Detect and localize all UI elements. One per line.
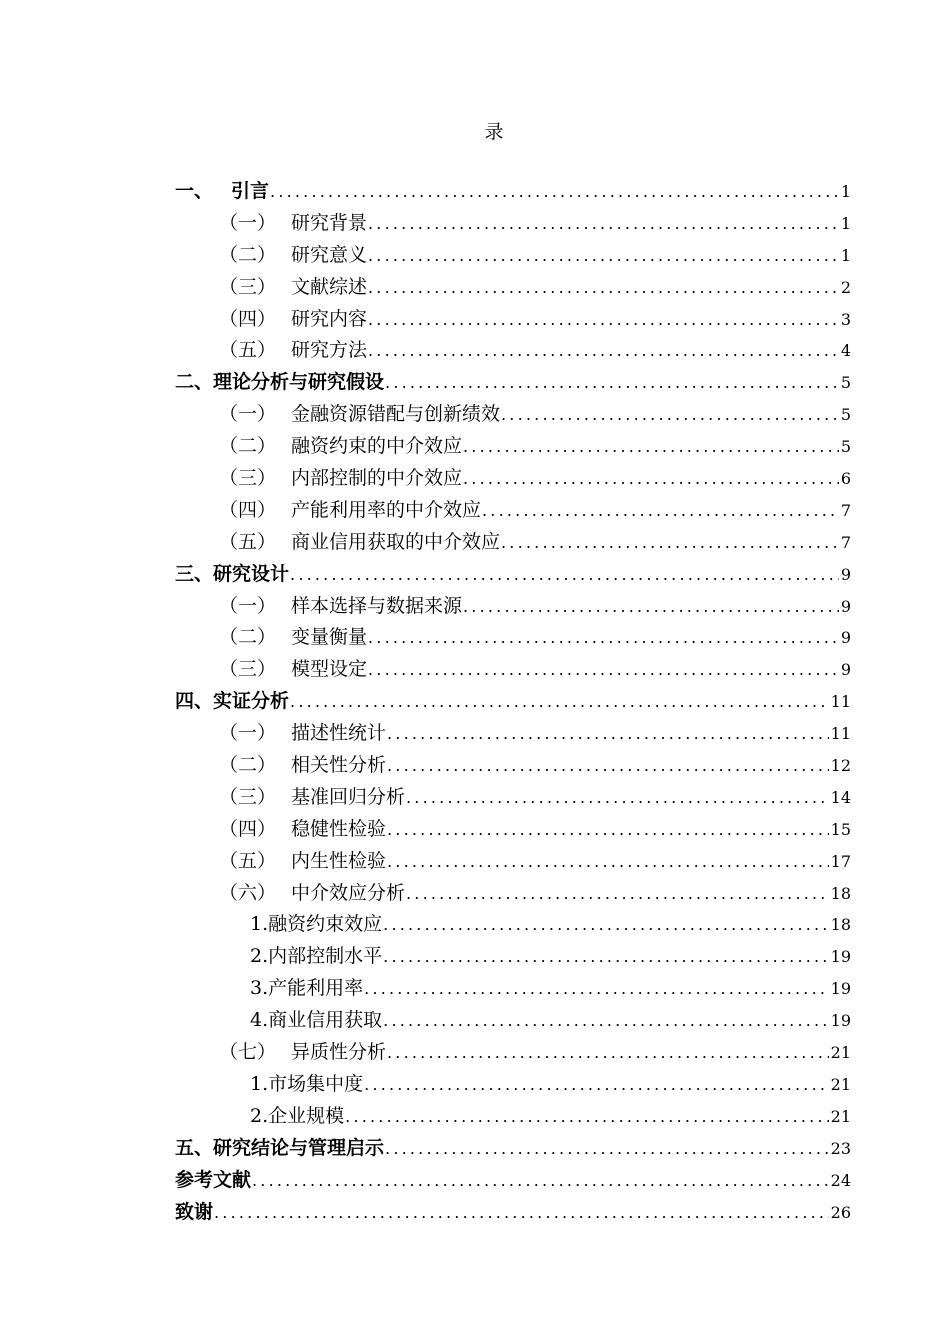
dot-leader	[501, 527, 839, 559]
toc-entry-page-number: 11	[830, 724, 851, 744]
toc-entry-heading	[219, 750, 386, 782]
toc-entry-page-number: 18	[830, 883, 851, 903]
toc-entry-page-number: 11	[830, 692, 851, 712]
dot-leader	[406, 878, 829, 910]
toc-entry-page-number: 19	[830, 947, 851, 967]
toc-entry-number: （二）	[219, 435, 277, 458]
toc-entry-label: 内生性检验	[291, 849, 387, 872]
toc-entry-page-number: 9	[840, 564, 851, 584]
toc-entry-number: 1.	[250, 913, 269, 936]
toc-entry-page-number: 24	[830, 1170, 851, 1190]
toc-entry-page-number: 7	[840, 500, 851, 520]
dot-leader	[252, 1165, 829, 1197]
toc-entry-number: 三、	[175, 562, 214, 585]
dot-leader	[383, 909, 828, 941]
toc-entry-label: 相关性分析	[291, 754, 387, 777]
toc-entry-label: 样本选择与数据来源	[291, 594, 463, 617]
toc-entry-heading	[219, 208, 367, 240]
toc-entry-heading	[219, 463, 462, 495]
toc-entry-number: （三）	[219, 467, 277, 490]
toc-entry-heading	[175, 686, 289, 718]
toc-entry-label: 融资约束的中介效应	[291, 435, 463, 458]
toc-entry-label: 产能利用率的中介效应	[291, 498, 482, 521]
toc-entry-page-number: 9	[840, 628, 851, 648]
toc-entry-label: 中介效应分析	[291, 881, 406, 904]
dot-leader	[368, 622, 839, 654]
toc-entry-heading	[219, 272, 367, 304]
dot-leader	[387, 846, 829, 878]
dot-leader	[383, 941, 828, 973]
toc-entry-number: （三）	[219, 275, 277, 298]
toc-entry-page-number: 19	[830, 979, 851, 999]
toc-entry-page-number: 1	[840, 182, 851, 201]
toc-entry[interactable]	[175, 718, 851, 750]
toc-entry-number: （四）	[219, 498, 277, 521]
toc-entry-label: 研究背景	[291, 211, 368, 234]
dot-leader	[345, 1101, 828, 1133]
toc-entry-label: 稳健性检验	[291, 817, 387, 840]
dot-leader	[385, 367, 839, 399]
toc-entry-number: 1.	[250, 1072, 269, 1095]
toc-entry-heading	[250, 941, 382, 973]
toc-entry[interactable]	[175, 1005, 851, 1037]
toc-entry[interactable]	[175, 1197, 851, 1229]
toc-entry-label: 基准回归分析	[291, 785, 406, 808]
toc-entry-number: 2.	[250, 1104, 269, 1127]
toc-entry-label: 商业信用获取	[268, 1009, 383, 1032]
toc-entry-number: 一、	[175, 180, 214, 202]
toc-entry-page-number: 2	[840, 277, 851, 297]
dot-leader	[463, 431, 839, 463]
toc-entry-page-number: 4	[840, 341, 851, 361]
toc-entry-heading	[219, 527, 500, 559]
toc-entry-heading	[219, 495, 481, 527]
dot-leader	[368, 335, 839, 367]
toc-entry-heading	[219, 240, 367, 272]
toc-entry-page-number: 1	[840, 213, 851, 233]
toc-entry-heading	[219, 622, 367, 654]
toc-entry-heading	[250, 1069, 363, 1101]
toc-entry-heading	[175, 559, 289, 591]
toc-entry-heading	[219, 814, 386, 846]
toc-entry-number: 二、	[175, 371, 214, 394]
toc-entry[interactable]	[175, 176, 851, 208]
page-title: 录	[484, 121, 504, 143]
toc-entry[interactable]	[175, 654, 851, 686]
toc-entry-number: 五、	[175, 1136, 214, 1159]
dot-leader	[501, 399, 839, 431]
toc-entry[interactable]	[175, 1101, 851, 1133]
toc-entry-label: 实证分析	[213, 690, 290, 713]
toc-entry-page-number: 19	[830, 1011, 851, 1031]
toc-entry-heading	[219, 591, 462, 623]
toc-entry[interactable]	[175, 909, 851, 941]
toc-entry[interactable]	[175, 367, 851, 399]
toc-entry[interactable]	[175, 1069, 851, 1101]
toc-entry-label: 内部控制水平	[268, 945, 383, 968]
toc-entry[interactable]	[175, 1133, 851, 1165]
toc-entry[interactable]	[175, 973, 851, 1005]
toc-entry[interactable]	[175, 272, 851, 304]
dot-leader	[290, 686, 829, 718]
toc-entry-label: 产能利用率	[268, 977, 364, 1000]
toc-entry[interactable]	[175, 622, 851, 654]
toc-entry[interactable]	[175, 495, 851, 527]
toc-entry-number: （二）	[219, 626, 277, 649]
toc-entry-page-number: 7	[840, 532, 851, 552]
toc-entry-heading	[175, 1165, 251, 1197]
toc-entry-heading	[219, 878, 405, 910]
toc-entry-label: 研究内容	[291, 307, 368, 330]
dot-leader	[364, 973, 828, 1005]
toc-entry-heading	[219, 304, 367, 336]
toc-entry-page-number: 9	[840, 660, 851, 680]
toc-entry-heading	[175, 176, 269, 208]
toc-entry-page-number: 12	[830, 756, 851, 776]
toc-entry-page-number: 18	[830, 915, 851, 935]
toc-entry-page-number: 17	[830, 851, 851, 871]
toc-entry-label: 文献综述	[291, 275, 368, 298]
toc-entry-label: 理论分析与研究假设	[213, 371, 385, 394]
toc-entry-page-number: 23	[830, 1138, 851, 1158]
toc-entry-heading	[219, 431, 462, 463]
dot-leader	[368, 654, 839, 686]
toc-entry[interactable]	[175, 559, 851, 591]
toc-entry[interactable]	[175, 431, 851, 463]
toc-entry[interactable]	[175, 814, 851, 846]
table-of-contents	[175, 176, 851, 1228]
toc-entry-label: 融资约束效应	[268, 913, 383, 936]
toc-entry-page-number: 14	[830, 787, 851, 807]
dot-leader	[463, 591, 839, 623]
toc-entry-number: （四）	[219, 307, 277, 330]
toc-entry-number: （一）	[219, 722, 277, 745]
toc-entry-number: （四）	[219, 817, 277, 840]
dot-leader	[214, 1197, 829, 1229]
dot-leader	[383, 1005, 828, 1037]
toc-entry[interactable]	[175, 750, 851, 782]
toc-entry-heading	[219, 846, 386, 878]
toc-entry-number: （七）	[219, 1041, 277, 1064]
toc-entry-heading	[219, 782, 405, 814]
dot-leader	[368, 304, 839, 336]
toc-entry[interactable]	[175, 591, 851, 623]
toc-entry-label: 市场集中度	[268, 1072, 364, 1095]
toc-entry-page-number: 5	[840, 437, 851, 457]
toc-entry-label: 参考文献	[175, 1168, 252, 1191]
toc-entry-heading	[250, 1005, 382, 1037]
toc-entry-number: 2.	[250, 945, 269, 968]
toc-entry[interactable]	[175, 878, 851, 910]
toc-entry-number: （三）	[219, 658, 277, 681]
toc-entry-number: （五）	[219, 339, 277, 362]
toc-entry[interactable]	[175, 941, 851, 973]
toc-entry-label: 变量衡量	[291, 626, 368, 649]
toc-entry-number: （五）	[219, 530, 277, 553]
dot-leader	[387, 750, 829, 782]
dot-leader	[463, 463, 839, 495]
toc-entry-label: 研究结论与管理启示	[213, 1136, 385, 1159]
toc-entry[interactable]	[175, 399, 851, 431]
toc-entry-page-number: 21	[830, 1043, 851, 1063]
toc-entry-label: 描述性统计	[291, 722, 387, 745]
toc-entry-page-number: 15	[830, 819, 851, 839]
toc-entry-page-number: 6	[840, 469, 851, 489]
toc-entry-heading	[175, 367, 384, 399]
toc-entry-heading	[175, 1197, 213, 1229]
toc-entry-heading	[250, 973, 363, 1005]
dot-leader	[368, 208, 839, 240]
dot-leader	[364, 1069, 828, 1101]
toc-entry-label: 研究方法	[291, 339, 368, 362]
dot-leader	[482, 495, 839, 527]
toc-entry-page-number: 21	[830, 1106, 851, 1126]
toc-entry-label: 模型设定	[291, 658, 368, 681]
toc-entry-heading	[219, 1037, 386, 1069]
toc-entry-page-number: 9	[840, 596, 851, 616]
toc-entry-number: （一）	[219, 403, 277, 426]
toc-entry-label: 企业规模	[268, 1104, 345, 1127]
toc-entry-label: 金融资源错配与创新绩效	[291, 403, 501, 426]
toc-entry-page-number: 3	[840, 309, 851, 329]
toc-entry-number: （六）	[219, 881, 277, 904]
dot-leader	[387, 814, 829, 846]
toc-entry-number: 4.	[250, 1009, 269, 1032]
toc-entry-number: （五）	[219, 849, 277, 872]
toc-entry[interactable]	[175, 1165, 851, 1197]
toc-entry-number: （二）	[219, 754, 277, 777]
toc-entry-heading	[250, 1101, 344, 1133]
toc-entry-label: 致谢	[175, 1200, 214, 1223]
dot-leader	[387, 718, 829, 750]
dot-leader	[368, 240, 839, 272]
toc-entry-page-number: 21	[830, 1074, 851, 1094]
toc-entry-page-number: 5	[840, 405, 851, 425]
toc-entry-number: （三）	[219, 785, 277, 808]
toc-entry[interactable]	[175, 304, 851, 336]
toc-entry-heading	[219, 399, 500, 431]
dot-leader	[270, 176, 839, 208]
toc-entry-heading	[175, 1133, 384, 1165]
toc-entry-number: 四、	[175, 690, 214, 713]
toc-entry-heading	[250, 909, 382, 941]
toc-entry-label: 内部控制的中介效应	[291, 467, 463, 490]
dot-leader	[385, 1133, 829, 1165]
toc-entry-label: 异质性分析	[291, 1041, 387, 1064]
toc-entry-page-number: 26	[830, 1202, 851, 1222]
toc-entry-number: （二）	[219, 243, 277, 266]
toc-entry[interactable]	[175, 782, 851, 814]
toc-entry[interactable]	[175, 1037, 851, 1069]
toc-entry[interactable]	[175, 240, 851, 272]
toc-entry-label: 研究设计	[213, 562, 290, 585]
toc-entry[interactable]	[175, 527, 851, 559]
toc-entry-heading	[219, 718, 386, 750]
toc-entry-label: 商业信用获取的中介效应	[291, 530, 501, 553]
toc-entry[interactable]	[175, 686, 851, 718]
toc-entry-heading	[219, 654, 367, 686]
toc-entry-page-number: 5	[840, 373, 851, 393]
toc-entry-heading	[219, 335, 367, 367]
toc-entry-number: （一）	[219, 594, 277, 617]
toc-entry-number: （一）	[219, 211, 277, 234]
toc-entry[interactable]	[175, 335, 851, 367]
dot-leader	[368, 272, 839, 304]
dot-leader	[290, 559, 839, 591]
toc-entry-number: 3.	[250, 977, 269, 1000]
toc-entry-label: 引言	[231, 180, 270, 202]
toc-entry[interactable]	[175, 846, 851, 878]
toc-entry-page-number: 1	[840, 245, 851, 265]
dot-leader	[406, 782, 829, 814]
dot-leader	[387, 1037, 829, 1069]
toc-entry[interactable]	[175, 463, 851, 495]
toc-entry-label: 研究意义	[291, 243, 368, 266]
toc-entry[interactable]	[175, 208, 851, 240]
